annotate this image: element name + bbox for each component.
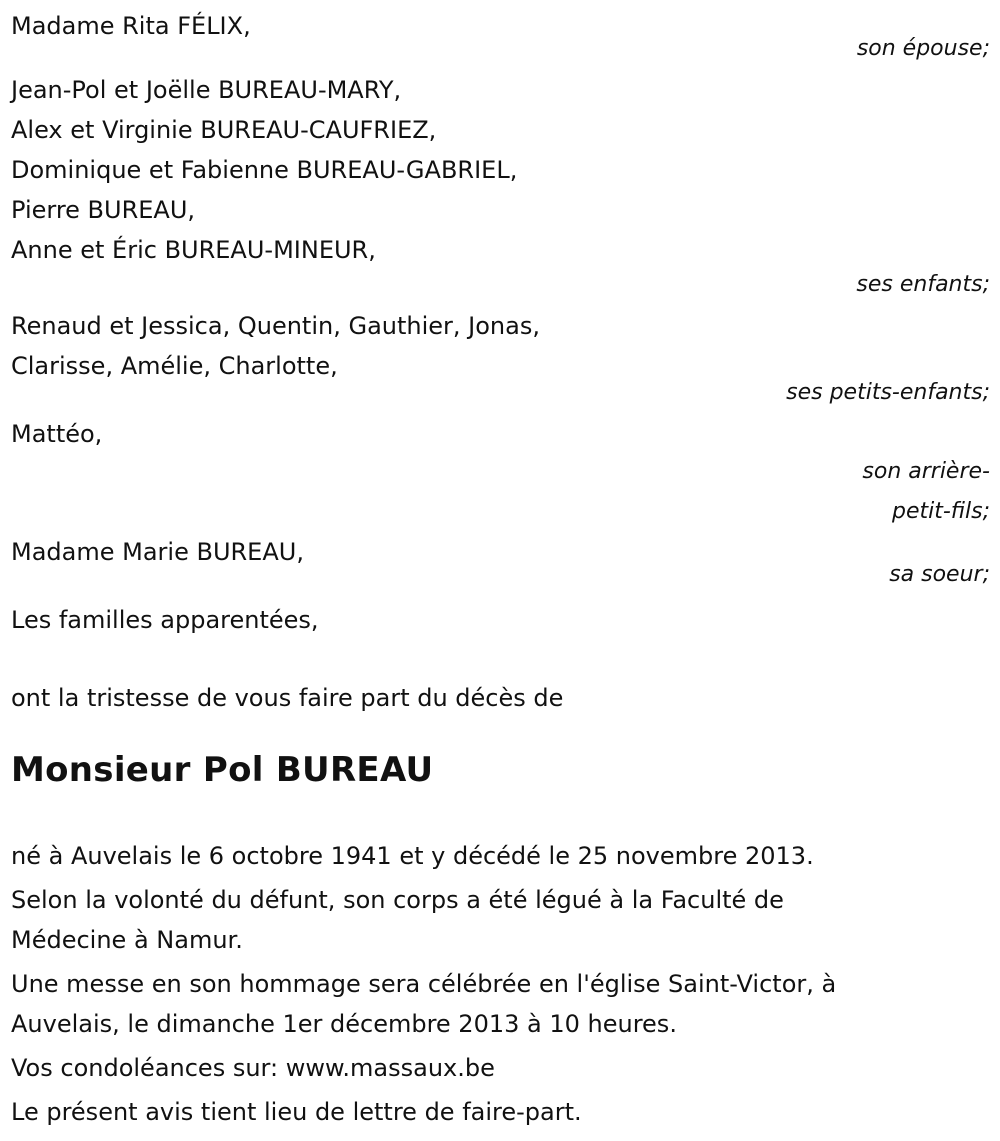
relatives-line: Les familles apparentées, — [11, 606, 319, 634]
children-group — [11, 70, 990, 300]
deceased-name: Monsieur Pol BUREAU — [11, 750, 434, 790]
great-grandchild-role-line1: son arrière- — [862, 459, 990, 484]
body-donation-line2: Médecine à Namur. — [11, 926, 243, 954]
child-name: Pierre BUREAU, — [11, 196, 196, 224]
mass-line2: Auvelais, le dimanche 1er décembre 2013 à 10 heures. — [11, 1010, 677, 1038]
children-role: ses enfants; — [856, 272, 990, 297]
sister-role: sa soeur; — [889, 562, 990, 587]
child-name: Anne et Éric BUREAU-MINEUR, — [11, 236, 376, 264]
mass-paragraph — [11, 964, 990, 1044]
birth-death-dates: né à Auvelais le 6 octobre 1941 et y décédé le 25 novembre 2013. — [11, 842, 814, 870]
great-grandchild-name: Mattéo, — [11, 420, 103, 448]
announcement-text: ont la tristesse de vous faire part du décès de — [11, 684, 564, 712]
mass-line1: Une messe en son hommage sera célébrée en l'église Saint-Victor, à — [11, 970, 837, 998]
condolences-text: Vos condoléances sur: www.massaux.be — [11, 1054, 495, 1082]
spouse-group — [11, 0, 990, 64]
sister-group — [11, 532, 990, 590]
grandchildren-name: Clarisse, Amélie, Charlotte, — [11, 352, 338, 380]
body-donation-paragraph — [11, 880, 990, 960]
child-name: Dominique et Fabienne BUREAU-GABRIEL, — [11, 156, 518, 184]
spouse-role: son épouse; — [856, 36, 990, 61]
great-grandchild-role-line2: petit-fils; — [891, 499, 990, 524]
sister-name: Madame Marie BUREAU, — [11, 538, 304, 566]
body-donation-line1: Selon la volonté du défunt, son corps a été légué à la Faculté de — [11, 886, 784, 914]
great-grandchild-group — [11, 414, 990, 532]
child-name: Jean-Pol et Joëlle BUREAU-MARY, — [11, 76, 402, 104]
grandchildren-role: ses petits-enfants; — [786, 380, 990, 405]
grandchildren-name: Renaud et Jessica, Quentin, Gauthier, Jonas, — [11, 312, 540, 340]
child-name: Alex et Virginie BUREAU-CAUFRIEZ, — [11, 116, 437, 144]
grandchildren-group — [11, 306, 990, 408]
notice-text: Le présent avis tient lieu de lettre de faire-part. — [11, 1098, 582, 1126]
spouse-name: Madame Rita FÉLIX, — [11, 12, 251, 40]
